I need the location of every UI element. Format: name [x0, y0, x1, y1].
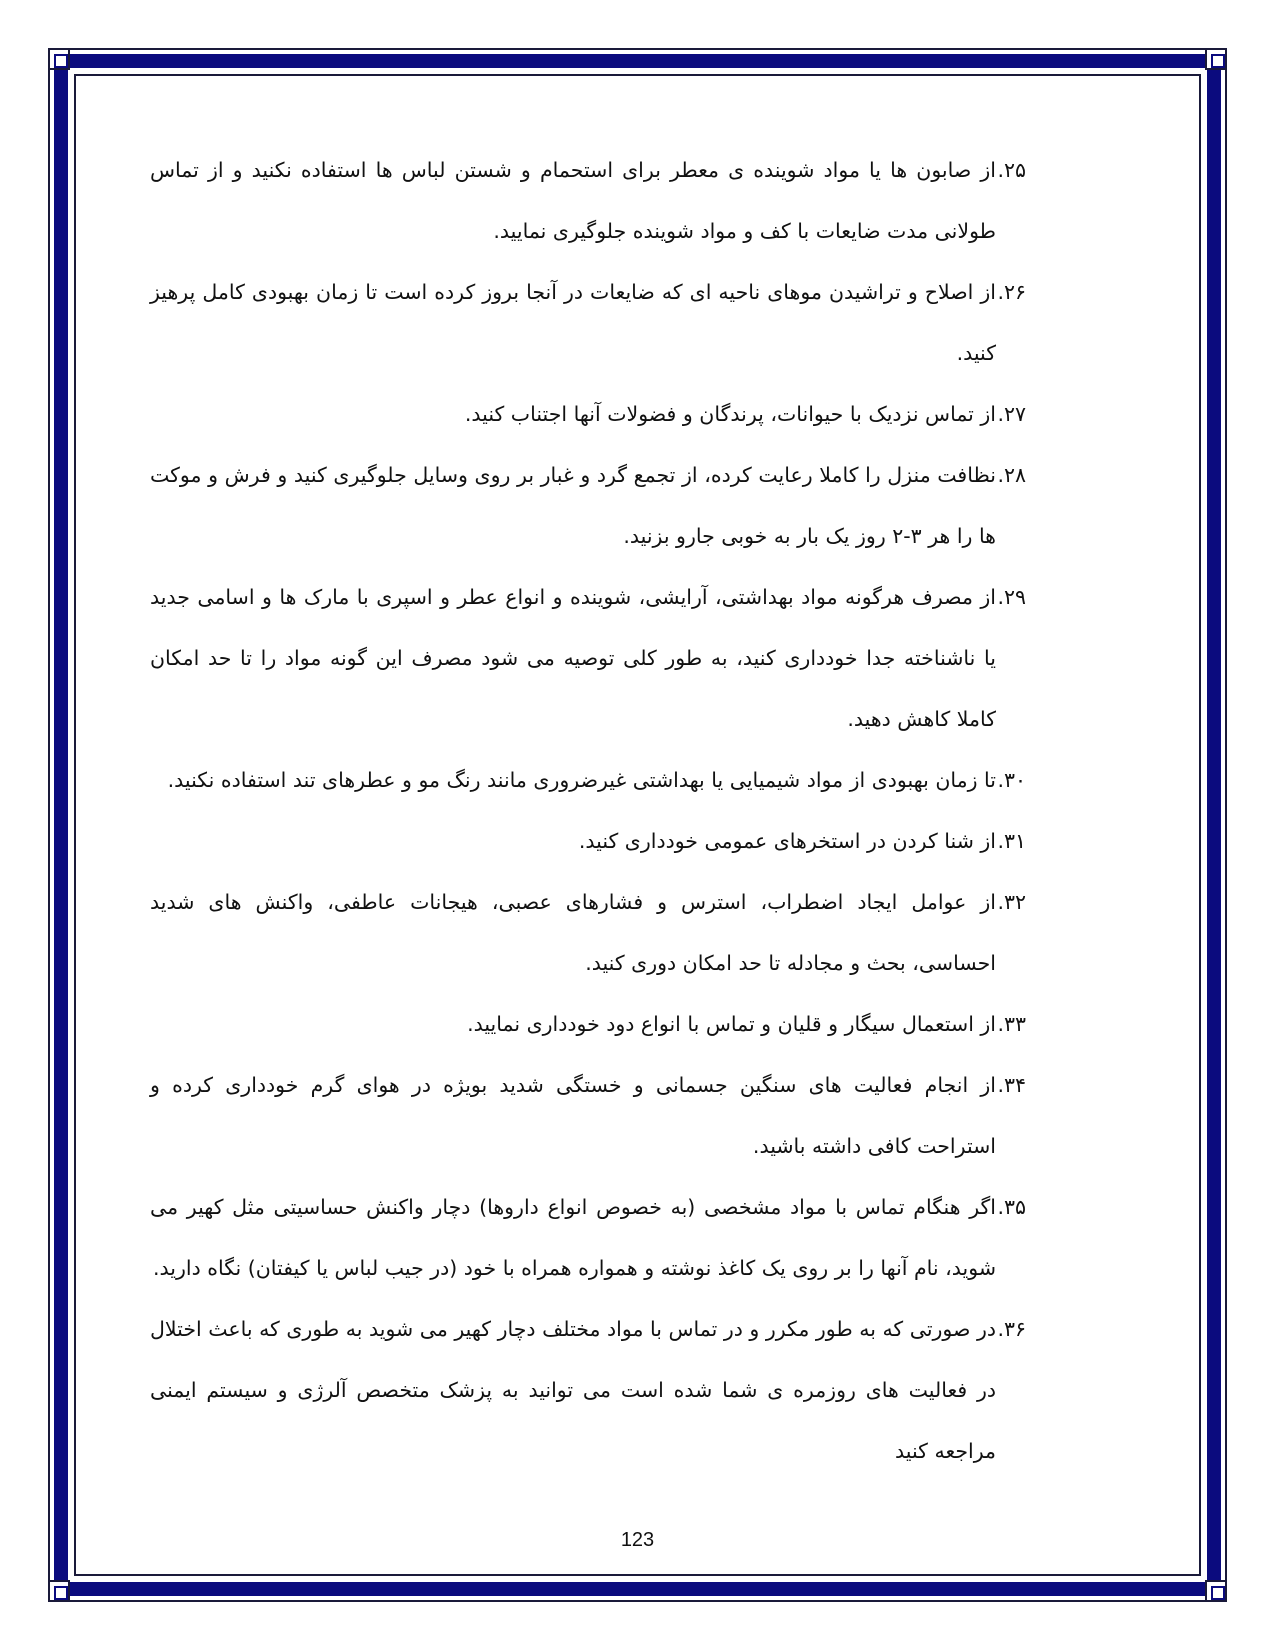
item-number: ۲۹.: [997, 585, 1026, 609]
item-number: ۳۵.: [997, 1195, 1026, 1219]
item-text: از مصرف هرگونه مواد بهداشتی، آرایشی، شوینده و انواع عطر و اسپری با مارک ها و اسامی جدید یا ناشناخته جدا خودداری کنید، به طور کلی توصیه می شود مصرف این گونه مواد را تا حد امکان کاملا کاهش دهید.: [150, 585, 996, 731]
border-corner-ornament: [1205, 1580, 1227, 1602]
list-item: [150, 872, 1026, 994]
list-item: [150, 994, 1026, 1055]
list-item: [150, 1299, 1026, 1482]
item-number: ۲۶.: [997, 280, 1026, 304]
list-item: [150, 1177, 1026, 1299]
list-item: [150, 750, 1026, 811]
list-item: [150, 1055, 1026, 1177]
numbered-list: [150, 140, 1026, 1482]
list-item: [150, 140, 1026, 262]
item-text: از عوامل ایجاد اضطراب، استرس و فشارهای عصبی، هیجانات عاطفی، واکنش های شدید احساسی، بحث و مجادله تا حد امکان دوری کنید.: [150, 890, 996, 975]
item-text: از اصلاح و تراشیدن موهای ناحیه ای که ضایعات در آنجا بروز کرده است تا زمان بهبودی کامل پرهیز کنید.: [150, 280, 996, 365]
item-text: از شنا کردن در استخرهای عمومی خودداری کنید.: [578, 829, 996, 853]
item-number: ۳۱.: [997, 829, 1026, 853]
border-corner-ornament: [48, 48, 70, 70]
item-number: ۲۵.: [997, 158, 1026, 182]
item-number: ۳۶.: [997, 1317, 1026, 1341]
item-text: تا زمان بهبودی از مواد شیمیایی یا بهداشتی غیرضروری مانند رنگ مو و عطرهای تند استفاده نکنید.: [167, 768, 996, 792]
list-item: [150, 567, 1026, 750]
item-text: نظافت منزل را کاملا رعایت کرده، از تجمع گرد و غبار بر روی وسایل جلوگیری کنید و فرش و موکت ها را هر ۳-۲ روز یک بار به خوبی جارو بزنید.: [150, 463, 996, 548]
item-text: از استعمال سیگار و قلیان و تماس با انواع دود خودداری نمایید.: [467, 1012, 996, 1036]
page-number: 123: [620, 1529, 655, 1551]
border-corner-ornament: [48, 1580, 70, 1602]
item-text: اگر هنگام تماس با مواد مشخصی (به خصوص انواع داروها) دچار واکنش حساسیتی مثل کهیر می شوید، نام آنها را بر روی یک کاغذ نوشته و همواره همراه با خود (در جیب لباس یا کیفتان) نگاه دارید.: [150, 1195, 996, 1280]
list-item: [150, 445, 1026, 567]
item-number: ۳۴.: [997, 1073, 1026, 1097]
item-text: از صابون ها یا مواد شوینده ی معطر برای استحمام و شستن لباس ها استفاده نکنید و از تماس طولانی مدت ضایعات با کف و مواد شوینده جلوگیری نمایید.: [150, 158, 996, 243]
item-number: ۳۰.: [997, 768, 1026, 792]
list-item: [150, 811, 1026, 872]
item-number: ۲۷.: [997, 402, 1026, 426]
item-number: ۲۸.: [997, 463, 1026, 487]
list-item: [150, 262, 1026, 384]
item-text: در صورتی که به طور مکرر و در تماس با مواد مختلف دچار کهیر می شوید به طوری که باعث اختلال در فعالیت های روزمره ی شما شده است می توانید به پزشک متخصص آلرژی و سیستم ایمنی مراجعه کنید: [150, 1317, 996, 1463]
list-item: [150, 384, 1026, 445]
item-number: ۳۳.: [997, 1012, 1026, 1036]
item-text: از تماس نزدیک با حیوانات، پرندگان و فضولات آنها اجتناب کنید.: [464, 402, 996, 426]
item-text: از انجام فعالیت های سنگین جسمانی و خستگی شدید بویژه در هوای گرم خودداری کرده و استراحت کافی داشته باشید.: [150, 1073, 996, 1158]
border-corner-ornament: [1205, 48, 1227, 70]
item-number: ۳۲.: [997, 890, 1026, 914]
